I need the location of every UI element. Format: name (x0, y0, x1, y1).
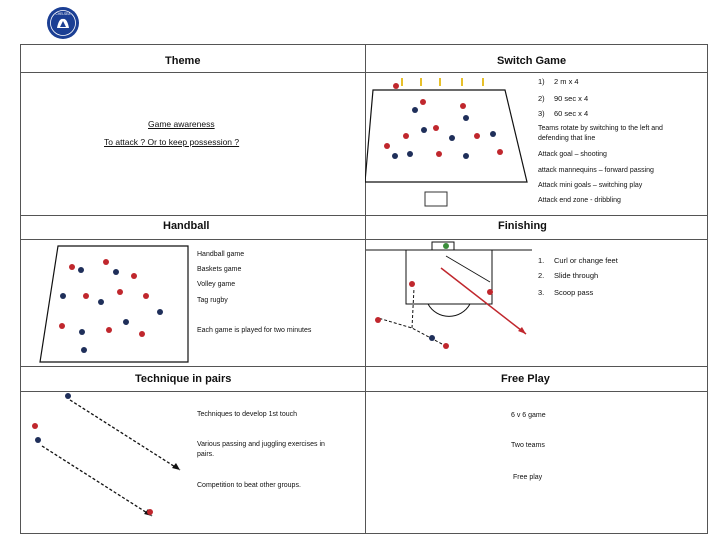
technique-title: Technique in pairs (135, 373, 232, 385)
switch-line-3: Attack mini goals – switching play (538, 182, 643, 189)
handball-title: Handball (163, 220, 210, 232)
switch-item-text-1: 2 m x 4 (554, 77, 579, 86)
technique-line-3: Competition to beat other groups. (197, 482, 301, 489)
switch-item-num-1: 1) (538, 77, 545, 86)
switch-item-num-2: 2) (538, 94, 545, 103)
free-play-line-1: 6 v 6 game (511, 412, 546, 419)
free-play-title: Free Play (501, 373, 550, 385)
switch-item-text-2: 90 sec x 4 (554, 94, 589, 103)
finishing-text-2: Slide through (554, 271, 599, 280)
handball-diagram (38, 240, 196, 364)
handball-note: Each game is played for two minutes (197, 327, 312, 334)
technique-diagram (30, 388, 190, 518)
handball-game-4: Tag rugby (197, 297, 228, 304)
switch-line-4: Attack end zone - dribbling (538, 197, 621, 204)
chelsea-crest-icon (40, 6, 86, 40)
technique-line-1: Techniques to develop 1st touch (197, 411, 298, 418)
finishing-text-3: Scoop pass (554, 288, 594, 297)
switch-item-text-3: 60 sec x 4 (554, 109, 589, 118)
theme-line-1: Game awareness (148, 119, 215, 129)
handball-game-3: Volley game (197, 281, 236, 288)
switch-item-num-3: 3) (538, 109, 545, 118)
theme-title: Theme (165, 55, 201, 67)
finishing-text-1: Curl or change feet (554, 256, 618, 265)
switch-line-1: Attack goal – shooting (538, 151, 607, 158)
technique-line-2b: pairs. (197, 451, 215, 458)
svg-text:CHELSEA: CHELSEA (55, 12, 71, 16)
finishing-title: Finishing (498, 220, 547, 232)
finishing-num-1: 1. (538, 256, 545, 265)
switch-desc-2: defending that line (538, 135, 596, 142)
handball-game-2: Baskets game (197, 266, 242, 273)
free-play-line-3: Free play (513, 474, 543, 481)
switch-game-title: Switch Game (497, 55, 567, 67)
finishing-diagram (366, 238, 532, 366)
handball-game-1: Handball game (197, 251, 245, 258)
finishing-num-2: 2. (538, 271, 545, 280)
switch-line-2: attack mannequins – forward passing (538, 167, 654, 174)
theme-line-2: To attack ? Or to keep possession ? (104, 137, 240, 147)
switch-game-diagram (365, 74, 531, 208)
switch-desc-1: Teams rotate by switching to the left and (538, 125, 663, 132)
technique-line-2a: Various passing and juggling exercises in (197, 441, 325, 448)
free-play-line-2: Two teams (511, 442, 545, 449)
finishing-num-3: 3. (538, 288, 545, 297)
